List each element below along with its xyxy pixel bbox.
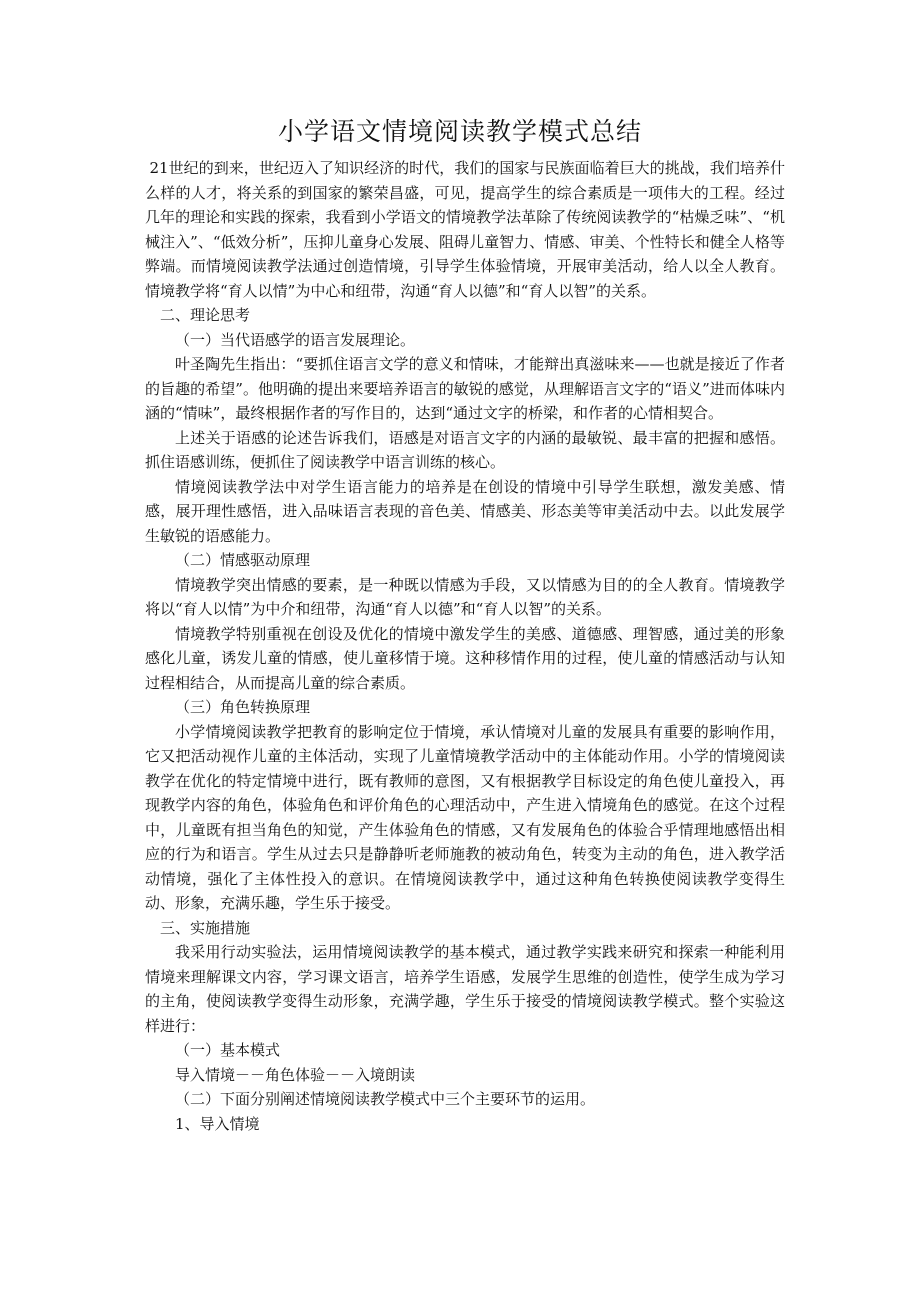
intro-paragraph: 21世纪的到来，世纪迈入了知识经济的时代，我们的国家与民族面临着巨大的挑战，我们培养什么样的人才，将关系的到国家的繁荣昌盛，可见，提高学生的综合素质是一项伟大的工程。经过几年的理论和实践的探索，我看到小学语文的情境教学法革除了传统阅读教学的“枯燥乏味”、“机械注入”、“低效分析”，压抑儿童身心发展、阻碍儿童智力、情感、审美、个性特长和健全人格等弊端。而情境阅读教学法通过创造情境，引导学生体验情境，开展审美活动，给人以全人教育。情境教学将“育人以情”为中心和纽带，沟通“育人以德”和“育人以智”的关系。 xyxy=(145,159,785,300)
subsection-heading-emotion-drive: （二）情感驱动原理 xyxy=(175,551,311,569)
body-paragraph: （二）下面分别阐述情境阅读教学模式中三个主要环节的运用。 xyxy=(175,1090,596,1108)
body-paragraph: 我采用行动实验法，运用情境阅读教学的基本模式，通过教学实践来研究和探索一种能利用情境来理解课文内容，学习课文语言，培养学生语感，发展学生思维的创造性，使学生成为学习的主角，使阅读教学变得生动形象，充满学趣，学生乐于接受的情境阅读教学模式。整个实验这样进行： xyxy=(145,943,785,1035)
document-title: 小学语文情境阅读教学模式总结 xyxy=(277,117,642,146)
document-body xyxy=(145,156,785,1136)
subsection-heading-basic-model: （一）基本模式 xyxy=(175,1041,281,1059)
body-paragraph: 情境教学特别重视在创设及优化的情境中激发学生的美感、道德感、理智感，通过美的形象感化儿童，诱发儿童的情感，使儿童移情于境。这种移情作用的过程，使儿童的情感活动与认知过程相结合，从而提高儿童的综合素质。 xyxy=(145,624,785,692)
body-paragraph: 情境阅读教学法中对学生语言能力的培养是在创设的情境中引导学生联想，激发美感、情感，展开理性感悟，进入品味语言表现的音色美、情感美、形态美等审美活动中去。以此发展学生敏锐的语感能力。 xyxy=(145,477,785,545)
section-heading-theory: 二、理论思考 xyxy=(145,306,251,324)
subsection-heading-language-sense: （一）当代语感学的语言发展理论。 xyxy=(175,330,416,349)
body-paragraph: 导入情境－－角色体验－－入境朗读 xyxy=(175,1065,416,1084)
body-paragraph: 上述关于语感的论述告诉我们，语感是对语言文字的内涵的最敏锐、最丰富的把握和感悟。抓住语感训练，便抓住了阅读教学中语言训练的核心。 xyxy=(145,428,785,471)
subsection-heading-role-switch: （三）角色转换原理 xyxy=(175,698,311,716)
body-paragraph: 叶圣陶先生指出：“要抓住语言文学的意义和情味，才能辩出真滋味来——也就是接近了作者的旨趣的希望”。他明确的提出来要培养语言的敏锐的感觉，从理解语言文字的“语义”进而体味内涵的“情味”，最终根据作者的写作目的，达到“通过文字的桥梁，和作者的心情相契合。 xyxy=(145,355,785,422)
section-heading-measures: 三、实施措施 xyxy=(145,918,251,937)
body-paragraph: 小学情境阅读教学把教育的影响定位于情境，承认情境对儿童的发展具有重要的影响作用，它又把活动视作儿童的主体活动，实现了儿童情境教学活动中的主体能动作用。小学的情境阅读教学在优化的特定情境中进行，既有教师的意图，又有根据教学目标设定的角色使儿童投入，再现教学内容的角色，体验角色和评价角色的心理活动中，产生进入情境角色的感觉。在这个过程中，儿童既有担当角色的知觉，产生体验角色的情感，又有发展角色的体验合乎情理地感悟出相应的行为和语言。学生从过去只是静静听老师施教的被动角色，转变为主动的角色，进入教学活动情境，强化了主体性投入的意识。在情境阅读教学中，通过这种角色转换使阅读教学变得生动、形象，充满乐趣，学生乐于接受。 xyxy=(145,722,785,912)
body-paragraph: 1、导入情境 xyxy=(175,1114,260,1133)
body-paragraph: 情境教学突出情感的要素，是一种既以情感为手段，又以情感为目的的全人教育。情境教学将以“育人以情”为中介和纽带，沟通“育人以德”和“育人以智”的关系。 xyxy=(145,575,785,618)
